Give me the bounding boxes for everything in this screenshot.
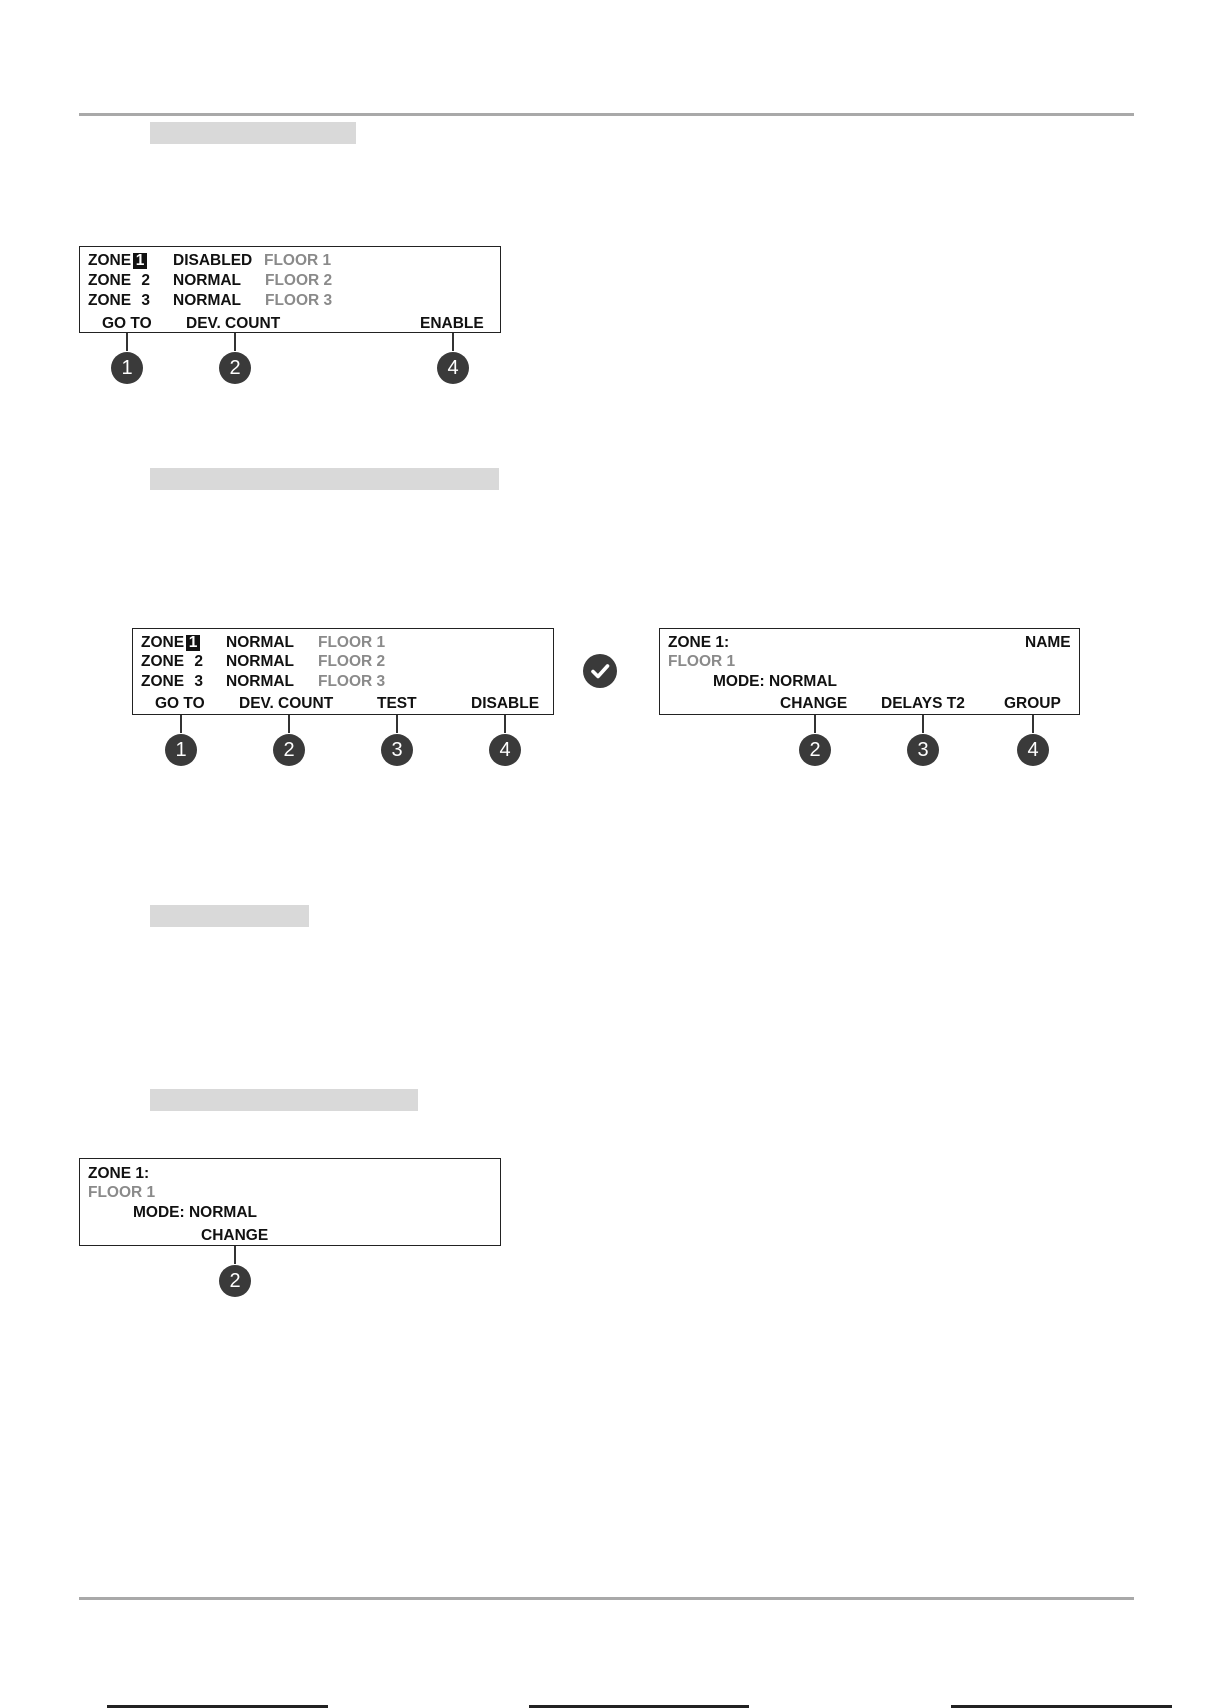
softkey-dev-count[interactable]: DEV. COUNT <box>186 315 281 332</box>
callout-badge-2: 2 <box>219 1265 251 1297</box>
softkey-change[interactable]: CHANGE <box>201 1227 269 1244</box>
callout-line-3 <box>922 715 924 733</box>
bottom-rule <box>79 1597 1134 1600</box>
softkey-go-to[interactable]: GO TO <box>102 315 152 332</box>
zone-row-2-label: ZONE 2 <box>141 653 203 670</box>
softkey-group[interactable]: GROUP <box>1004 695 1061 712</box>
callout-badge-3: 3 <box>907 734 939 766</box>
zone-row-3-name: FLOOR 3 <box>265 292 333 309</box>
callout-badge-4: 4 <box>489 734 521 766</box>
callout-line-2 <box>814 715 816 733</box>
zone-detail-mode: MODE: NORMAL <box>133 1204 257 1221</box>
lcd-screen-zone-list-disabled <box>79 246 501 333</box>
zone-row-2-state: NORMAL <box>173 272 242 289</box>
zone-row-2-name: FLOOR 2 <box>265 272 333 289</box>
zone-row-1-label: ZONE 1 <box>88 252 147 270</box>
callout-badge-3: 3 <box>381 734 413 766</box>
zone-row-2-label: ZONE 2 <box>88 272 150 289</box>
lcd-screen-zone-detail <box>659 628 1080 715</box>
callout-line-4 <box>452 333 454 351</box>
section-heading-bar-3 <box>150 905 309 927</box>
callout-badge-4: 4 <box>437 352 469 384</box>
zone-row-3-label: ZONE 3 <box>141 673 203 690</box>
callout-line-2 <box>234 1246 236 1264</box>
softkey-enable[interactable]: ENABLE <box>420 315 484 332</box>
callout-line-3 <box>396 715 398 733</box>
softkey-name[interactable]: NAME <box>1025 634 1071 651</box>
callout-badge-2: 2 <box>273 734 305 766</box>
cursor-digit: 1 <box>133 253 147 269</box>
softkey-disable[interactable]: DISABLE <box>471 695 540 712</box>
zone-row-2-name: FLOOR 2 <box>318 653 386 670</box>
zone-row-3-state: NORMAL <box>173 292 242 309</box>
softkey-go-to[interactable]: GO TO <box>155 695 205 712</box>
zone-row-3-state: NORMAL <box>226 673 295 690</box>
zone-row-2-state: NORMAL <box>226 653 295 670</box>
zone-row-3-label: ZONE 3 <box>88 292 150 309</box>
lcd-screen-zone-mode <box>79 1158 501 1246</box>
zone-detail-title: ZONE 1: <box>88 1165 150 1182</box>
softkey-delays-t2[interactable]: DELAYS T2 <box>881 695 965 712</box>
zone-row-1-name: FLOOR 1 <box>318 634 386 651</box>
zone-row-1-name: FLOOR 1 <box>264 252 332 269</box>
softkey-change[interactable]: CHANGE <box>780 695 848 712</box>
softkey-test[interactable]: TEST <box>377 695 417 712</box>
callout-line-1 <box>126 333 128 351</box>
callout-badge-2: 2 <box>219 352 251 384</box>
zone-row-3-name: FLOOR 3 <box>318 673 386 690</box>
zone-row-1-label: ZONE 1 <box>141 634 200 652</box>
cursor-digit: 1 <box>186 635 200 651</box>
callout-line-2 <box>288 715 290 733</box>
callout-line-1 <box>180 715 182 733</box>
callout-line-4 <box>504 715 506 733</box>
section-heading-bar-1 <box>150 122 356 144</box>
zone-detail-floor: FLOOR 1 <box>88 1184 156 1201</box>
checkmark-circle-icon <box>583 654 617 688</box>
zone-detail-floor: FLOOR 1 <box>668 653 736 670</box>
callout-badge-4: 4 <box>1017 734 1049 766</box>
lcd-screen-zone-list-normal <box>132 628 554 715</box>
section-heading-bar-4 <box>150 1089 418 1111</box>
zone-row-1-state: NORMAL <box>226 634 295 651</box>
top-rule <box>79 113 1134 116</box>
callout-line-2 <box>234 333 236 351</box>
zone-detail-title: ZONE 1: <box>668 634 730 651</box>
callout-badge-2: 2 <box>799 734 831 766</box>
callout-badge-1: 1 <box>111 352 143 384</box>
softkey-dev-count[interactable]: DEV. COUNT <box>239 695 334 712</box>
callout-badge-1: 1 <box>165 734 197 766</box>
zone-detail-mode: MODE: NORMAL <box>713 673 837 690</box>
callout-line-4 <box>1032 715 1034 733</box>
zone-row-1-state: DISABLED <box>173 252 253 269</box>
section-heading-bar-2 <box>150 468 499 490</box>
